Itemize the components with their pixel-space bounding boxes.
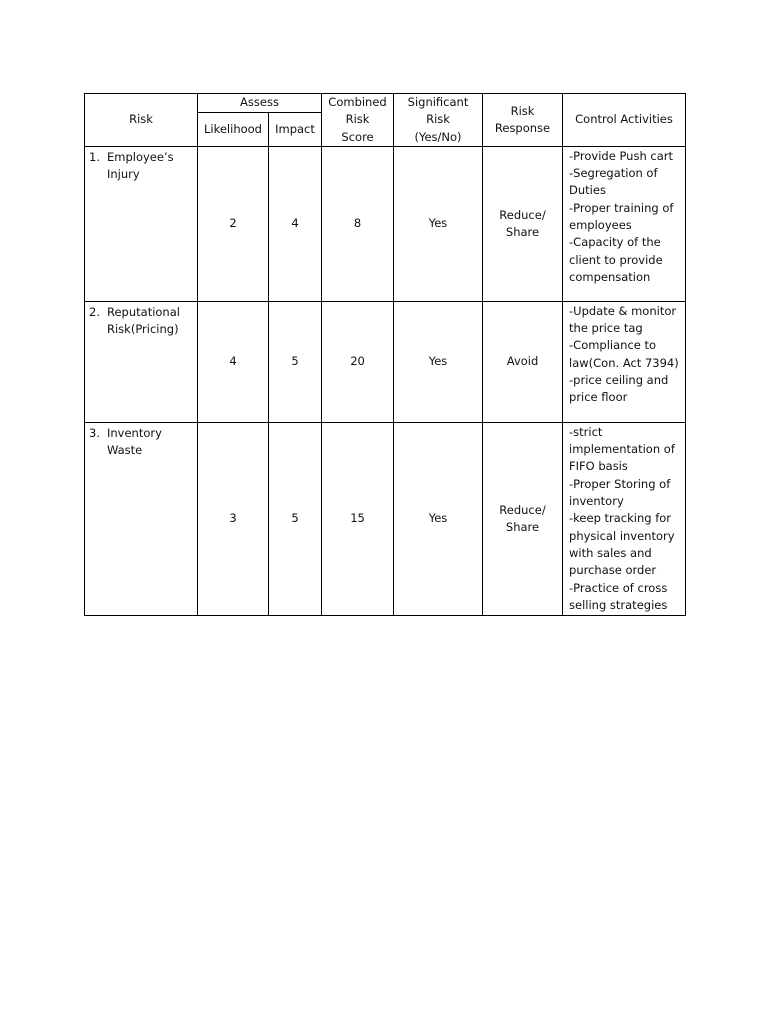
header-risk: Risk — [85, 94, 198, 147]
table-row — [85, 422, 686, 615]
combined-score-cell: 15 — [322, 422, 394, 615]
risk-assessment-table — [84, 93, 686, 616]
control-item: -Practice of cross selling strategies — [569, 580, 668, 612]
combined-score-cell: 8 — [322, 146, 394, 301]
impact-cell: 5 — [269, 422, 322, 615]
header-risk-response: Risk Response — [483, 94, 563, 147]
impact-cell: 4 — [269, 146, 322, 301]
control-item: -Segregation of Duties — [569, 166, 658, 198]
control-item: -price ceiling and price floor — [569, 373, 669, 405]
likelihood-cell: 4 — [198, 301, 269, 422]
control-item: -Proper Storing of inventory — [569, 476, 671, 509]
controls-cell — [563, 301, 686, 422]
response-cell: Reduce/ Share — [483, 422, 563, 615]
control-item: -strict implementation of FIFO basis — [569, 424, 675, 474]
header-assess: Assess — [198, 94, 322, 113]
impact-cell: 5 — [269, 301, 322, 422]
control-item: -Update & monitor the price tag — [569, 303, 677, 336]
table-row — [85, 146, 686, 301]
control-item: -Proper training of employees — [569, 200, 674, 233]
header-impact: Impact — [269, 112, 322, 146]
risk-number: 3. — [89, 425, 100, 440]
combined-score-cell: 20 — [322, 301, 394, 422]
risk-number: 1. — [89, 149, 100, 164]
risk-name: Employee’s Injury — [107, 149, 174, 182]
risk-number: 2. — [89, 304, 100, 319]
significant-cell: Yes — [394, 301, 483, 422]
header-significant-risk: Significant Risk (Yes/No) — [394, 94, 483, 147]
table-row — [85, 301, 686, 422]
significant-cell: Yes — [394, 146, 483, 301]
response-cell: Reduce/ Share — [483, 146, 563, 301]
risk-cell — [85, 422, 198, 615]
header-row-1 — [85, 94, 686, 113]
significant-cell: Yes — [394, 422, 483, 615]
control-item: -Provide Push cart — [569, 148, 674, 163]
likelihood-cell: 3 — [198, 422, 269, 615]
risk-cell — [85, 146, 198, 301]
response-cell: Avoid — [483, 301, 563, 422]
header-control-activities: Control Activities — [563, 94, 686, 147]
controls-cell — [563, 146, 686, 301]
header-combined-risk-score: Combined Risk Score — [322, 94, 394, 147]
risk-name: Reputational Risk(Pricing) — [107, 304, 180, 337]
header-likelihood: Likelihood — [198, 112, 269, 146]
risk-cell — [85, 301, 198, 422]
control-item: -Capacity of the client to provide compensation — [569, 235, 663, 284]
control-item: -keep tracking for physical inventory with sales and purchase order — [569, 511, 675, 578]
likelihood-cell: 2 — [198, 146, 269, 301]
control-item: -Compliance to law(Con. Act 7394) — [569, 338, 679, 370]
controls-cell — [563, 422, 686, 615]
risk-name: Inventory Waste — [107, 425, 162, 458]
